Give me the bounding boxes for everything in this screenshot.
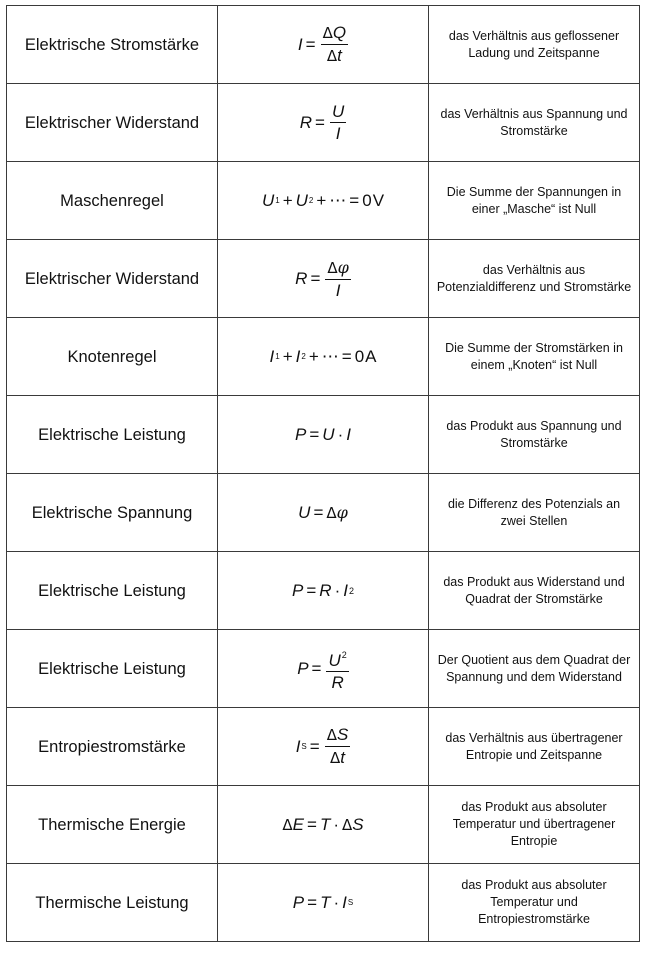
formula [300, 102, 347, 143]
fraction-numerator [325, 258, 350, 280]
fraction-denominator [328, 747, 347, 768]
formula-fraction [330, 102, 346, 143]
formula-cell [218, 84, 429, 162]
formula-fraction [325, 725, 351, 768]
delta-symbol: Δ [327, 258, 338, 277]
table-row [7, 162, 640, 240]
table-row [7, 240, 640, 318]
formula [292, 581, 354, 601]
formula-dot: · [333, 814, 339, 834]
quantity-description: das Produkt aus absoluter Temperatur und übertragener Entropie [429, 786, 640, 864]
phi-symbol: φ [337, 257, 349, 277]
quantity-name: Elektrische Spannung [7, 474, 218, 552]
formula-equals: = [310, 268, 321, 288]
quantity-name: Elektrische Leistung [7, 630, 218, 708]
formula-value: 0 [354, 346, 365, 366]
table-row [7, 708, 640, 786]
formula-plus: + [316, 190, 327, 210]
formula-value: 0 [362, 190, 372, 210]
physics-formula-table [6, 5, 640, 942]
formula-plus: + [282, 346, 293, 366]
formula-cell [218, 474, 429, 552]
formula [262, 191, 384, 211]
formula [296, 725, 351, 768]
formula-factor: I [342, 892, 347, 912]
table-row [7, 6, 640, 84]
quantity-description: das Produkt aus absoluter Temperatur und Entropiestromstärke [429, 864, 640, 942]
quantity-name: Elektrische Stromstärke [7, 6, 218, 84]
formula-lhs: R [299, 112, 313, 132]
formula-superscript: 2 [348, 585, 354, 596]
quantity-description: das Produkt aus Widerstand und Quadrat der Stromstärke [429, 552, 640, 630]
formula-subscript: 2 [308, 196, 314, 205]
quantity-description: das Verhältnis aus Potenzialdifferenz und Stromstärke [429, 240, 640, 318]
formula-lhs: E [292, 814, 304, 834]
quantity-name: Entropiestromstärke [7, 708, 218, 786]
quantity-name: Knotenregel [7, 318, 218, 396]
formula-subscript: S [347, 898, 354, 907]
table-row [7, 84, 640, 162]
formula-equals: = [315, 112, 325, 132]
table-row [7, 864, 640, 942]
formula-term: U [261, 190, 275, 210]
fraction-numerator [321, 23, 349, 45]
formula-equals: = [307, 814, 317, 834]
formula-cell [218, 318, 429, 396]
formula-term: I [269, 346, 275, 366]
formula-factor: T [320, 892, 331, 912]
formula [297, 646, 349, 692]
formula [282, 815, 363, 835]
formula-term: U [295, 190, 308, 210]
quantity-description: das Verhältnis aus Spannung und Stromstärke [429, 84, 640, 162]
formula-subscript: 2 [301, 352, 306, 361]
quantity-description: Der Quotient aus dem Quadrat der Spannung und dem Widerstand [429, 630, 640, 708]
formula-ellipsis: ⋯ [321, 346, 339, 366]
quantity-description: Die Summe der Spannungen in einer „Masche“ ist Null [429, 162, 640, 240]
phi-symbol: φ [336, 503, 348, 522]
formula-plus: + [282, 190, 293, 210]
formula-equals: = [306, 580, 317, 600]
table-row [7, 630, 640, 708]
formula [293, 893, 353, 913]
formula-dot: · [334, 580, 341, 600]
formula-equals: = [309, 424, 320, 444]
table-row [7, 396, 640, 474]
delta-symbol: Δ [326, 503, 337, 522]
fraction-numerator: U [331, 102, 345, 121]
formula-factor: T [319, 814, 331, 834]
formula-lhs: P [295, 424, 307, 444]
formula-lhs: U [298, 502, 311, 522]
delta-symbol: Δ [282, 815, 293, 834]
formula-cell [218, 786, 429, 864]
formula-fraction [326, 646, 348, 692]
quantity-name: Maschenregel [7, 162, 218, 240]
formula-equals: = [307, 892, 318, 912]
formula-cell [218, 864, 429, 942]
fraction-numerator [325, 725, 351, 747]
formula-fraction [325, 258, 350, 300]
formula-factor: U [322, 424, 335, 444]
table-row [7, 786, 640, 864]
quantity-description: die Differenz des Potenzials an zwei Stellen [429, 474, 640, 552]
formula-cell [218, 162, 429, 240]
formula-equals: = [349, 190, 360, 210]
table-row [7, 552, 640, 630]
formula-subscript: 1 [275, 196, 280, 205]
quantity-description: das Produkt aus Spannung und Stromstärke [429, 396, 640, 474]
formula-factor: I [346, 424, 351, 444]
formula [270, 347, 377, 367]
formula [298, 23, 348, 66]
formula-lhs: P [292, 580, 304, 600]
formula-var: S [336, 725, 349, 744]
fraction-denominator: I [335, 124, 341, 143]
delta-symbol: Δ [342, 815, 353, 834]
quantity-name: Thermische Energie [7, 786, 218, 864]
formula-lhs: I [297, 34, 303, 54]
formula-dot: · [337, 424, 344, 444]
formula-fraction [321, 23, 349, 66]
formula-factor: S [352, 814, 364, 834]
formula-superscript: 2 [341, 649, 347, 660]
delta-symbol: Δ [322, 24, 333, 42]
formula [298, 503, 348, 523]
formula-dot: · [333, 892, 340, 912]
formula-subscript: 1 [275, 352, 280, 361]
formula-factor: R [319, 580, 332, 600]
fraction-denominator [325, 45, 344, 66]
formula-var: U [328, 650, 341, 670]
quantity-name: Elektrische Leistung [7, 396, 218, 474]
formula-cell [218, 708, 429, 786]
delta-symbol: Δ [326, 726, 337, 744]
delta-symbol: Δ [330, 749, 341, 767]
formula-ellipsis: ⋯ [329, 190, 347, 210]
quantity-description: das Verhältnis aus übertragener Entropie und Zeitspanne [429, 708, 640, 786]
formula-var: t [340, 748, 345, 767]
formula-cell [218, 552, 429, 630]
quantity-name: Elektrische Leistung [7, 552, 218, 630]
formula-factor: I [343, 580, 348, 600]
formula-equals: = [341, 346, 352, 366]
formula-var: t [337, 46, 342, 65]
formula-equals: = [313, 502, 324, 522]
formula-unit: A [365, 346, 377, 366]
formula-plus: + [308, 346, 319, 366]
formula-cell [218, 240, 429, 318]
formula-unit: V [372, 190, 385, 210]
formula-equals: = [311, 658, 322, 678]
table-row [7, 318, 640, 396]
formula-equals: = [309, 736, 320, 756]
quantity-description: das Verhältnis aus geflossener Ladung und Zeitspanne [429, 6, 640, 84]
formula-cell [218, 6, 429, 84]
quantity-name: Elektrischer Widerstand [7, 240, 218, 318]
formula-subscript: S [301, 742, 307, 751]
formula-equals: = [305, 34, 316, 54]
quantity-description: Die Summe der Stromstärken in einem „Knoten“ ist Null [429, 318, 640, 396]
quantity-name: Elektrischer Widerstand [7, 84, 218, 162]
formula-term: I [295, 346, 301, 366]
formula-lhs: P [297, 658, 309, 678]
formula-var: Q [332, 23, 347, 42]
formula-lhs: I [295, 736, 301, 756]
formula-lhs: R [295, 268, 308, 288]
fraction-numerator [326, 646, 348, 672]
table-row [7, 474, 640, 552]
fraction-denominator: I [335, 280, 341, 300]
formula [295, 258, 351, 300]
fraction-denominator: R [331, 672, 344, 692]
formula [295, 425, 351, 445]
formula-cell [218, 630, 429, 708]
formula-cell [218, 396, 429, 474]
quantity-name: Thermische Leistung [7, 864, 218, 942]
delta-symbol: Δ [326, 47, 338, 65]
formula-lhs: P [292, 892, 305, 912]
